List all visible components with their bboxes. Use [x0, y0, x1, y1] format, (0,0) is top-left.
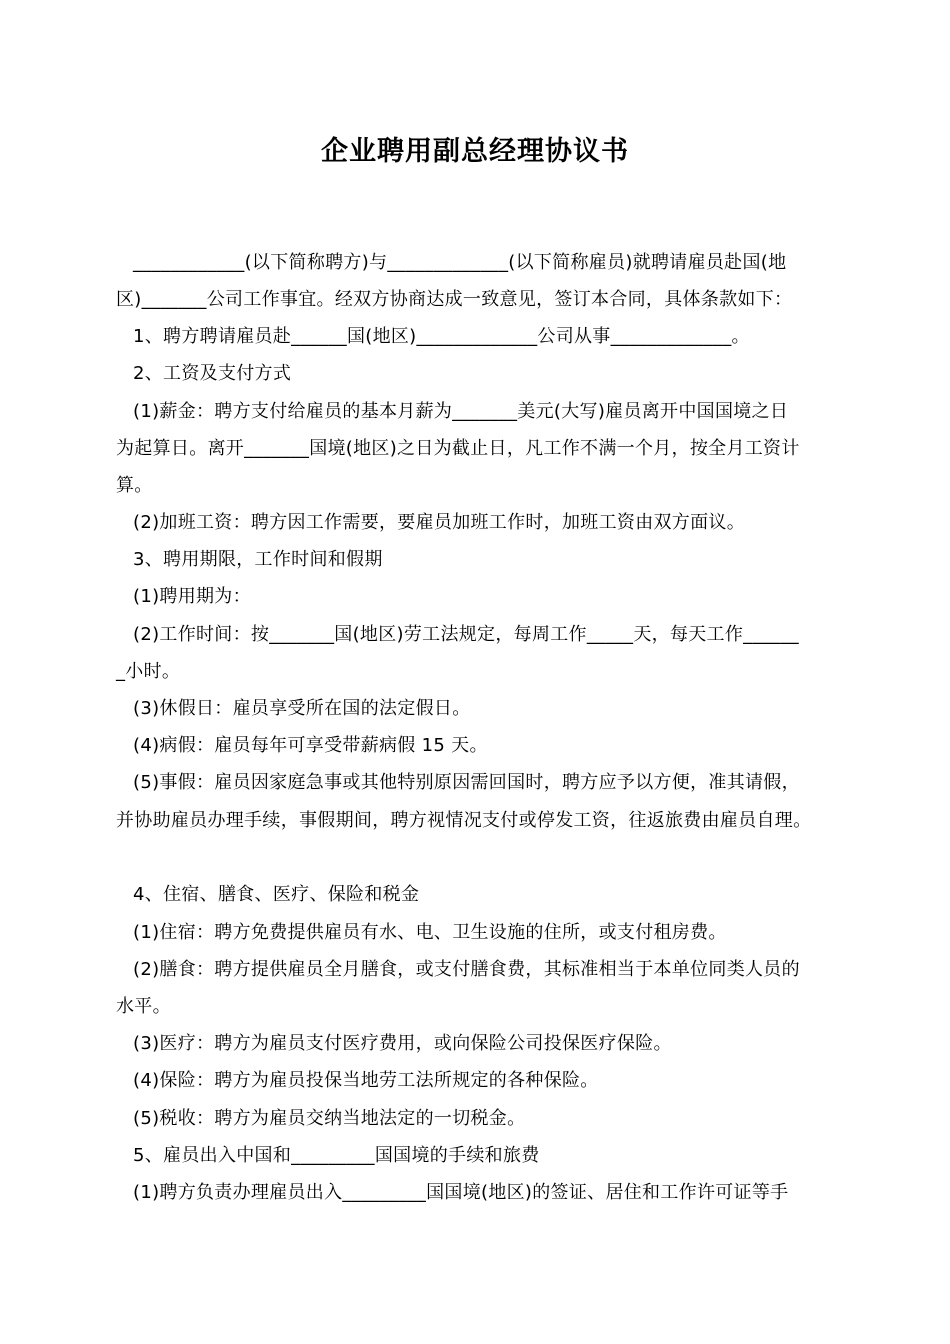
- clause-line: (5)事假：雇员因家庭急事或其他特别原因需回国时，聘方应予以方便，准其请假，: [133, 772, 800, 793]
- section-heading: 3、聘用期限，工作时间和假期: [133, 549, 383, 570]
- clause-line: (2)加班工资：聘方因工作需要，要雇员加班工作时，加班工资由双方面议。: [133, 512, 745, 533]
- clause-line: (3)医疗：聘方为雇员支付医疗费用，或向保险公司投保医疗保险。: [133, 1033, 672, 1054]
- document-title: 企业聘用副总经理协议书: [321, 136, 629, 167]
- clause-line: (4)保险：聘方为雇员投保当地劳工法所规定的各种保险。: [133, 1070, 599, 1091]
- paragraph-line: ____________(以下简称聘方)与_____________(以下简称雇员)就聘请雇员赴国(地: [133, 252, 787, 273]
- section-heading: 4、住宿、膳食、医疗、保险和税金: [133, 884, 420, 905]
- section-heading: 5、雇员出入中国和_________国国境的手续和旅费: [133, 1145, 540, 1166]
- clause-line: (1)聘用期为：: [133, 586, 251, 607]
- clause-line: (2)膳食：聘方提供雇员全月膳食，或支付膳食费，其标准相当于本单位同类人员的: [133, 959, 800, 980]
- paragraph-line: 区)_______公司工作事宜。经双方协商达成一致意见，签订本合同，具体条款如下：: [116, 289, 793, 310]
- clause-line: (4)病假：雇员每年可享受带薪病假 15 天。: [133, 735, 488, 756]
- clause-line: (1)聘方负责办理雇员出入_________国国境(地区)的签证、居住和工作许可证等手: [133, 1182, 789, 1203]
- paragraph-line: 算。: [116, 475, 153, 496]
- paragraph-line: 并协助雇员办理手续，事假期间，聘方视情况支付或停发工资，往返旅费由雇员自理。: [116, 810, 812, 831]
- clause-line: (3)休假日：雇员享受所在国的法定假日。: [133, 698, 471, 719]
- clause-line: (2)工作时间：按_______国(地区)劳工法规定，每周工作_____天，每天工作______: [133, 624, 799, 645]
- paragraph-line: 水平。: [116, 996, 171, 1017]
- section-heading: 2、工资及支付方式: [133, 363, 292, 384]
- clause-line: (1)薪金：聘方支付给雇员的基本月薪为_______美元(大写)雇员离开中国国境之日: [133, 401, 789, 422]
- clause-line: (5)税收：聘方为雇员交纳当地法定的一切税金。: [133, 1108, 526, 1129]
- clause-line: 1、聘方聘请雇员赴______国(地区)_____________公司从事_____________。: [133, 326, 750, 347]
- paragraph-line: _小时。: [116, 661, 181, 682]
- paragraph-line: 为起算日。离开_______国境(地区)之日为截止日，凡工作不满一个月，按全月工资计: [116, 438, 800, 459]
- clause-line: (1)住宿：聘方免费提供雇员有水、电、卫生设施的住所，或支付租房费。: [133, 922, 727, 943]
